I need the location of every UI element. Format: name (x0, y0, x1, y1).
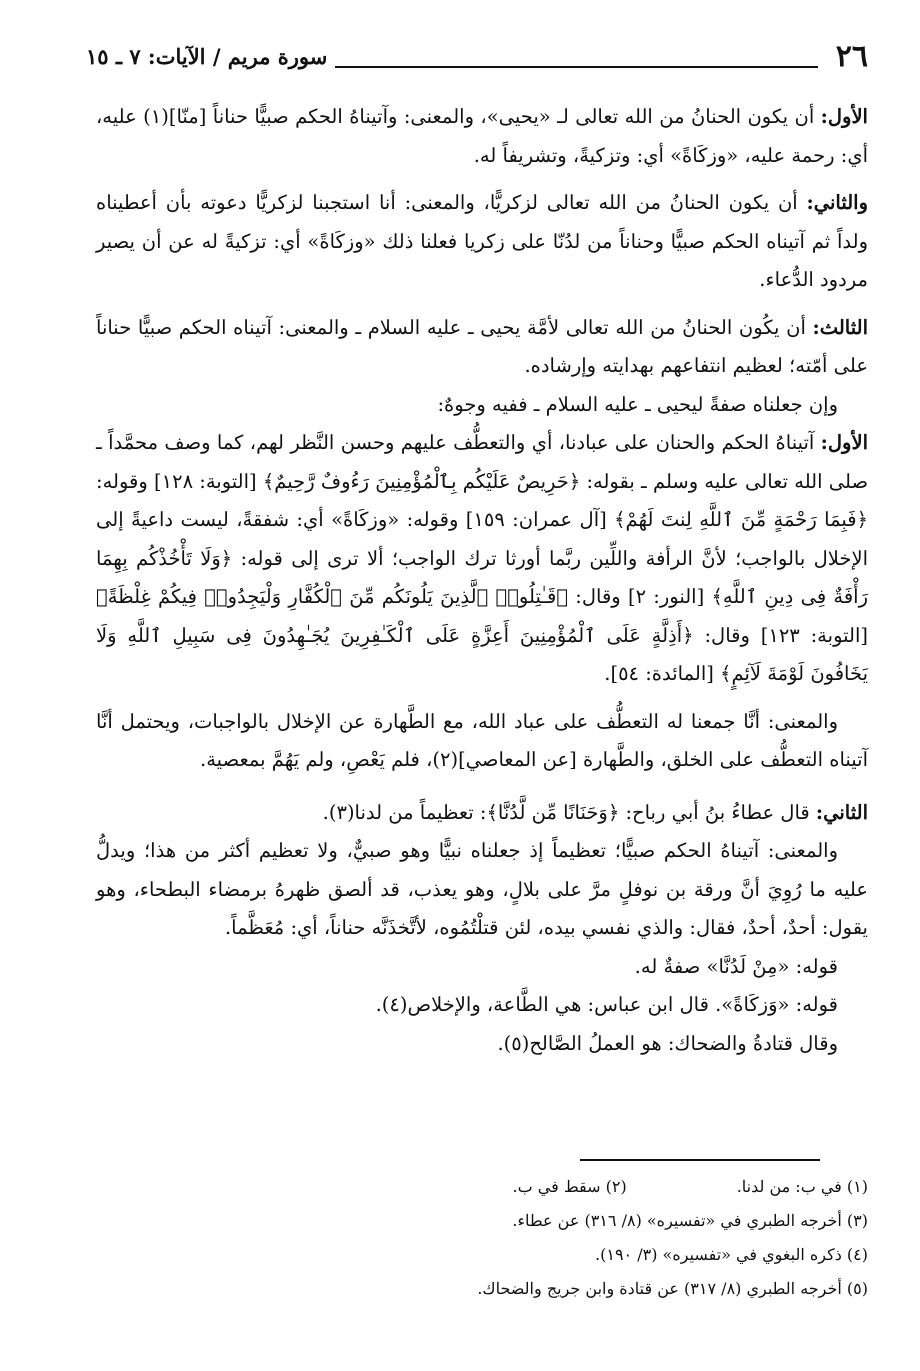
main-text (96, 98, 868, 1063)
paragraph (96, 424, 868, 694)
footnote: (١) في ب: من لدنا. (736, 1177, 868, 1196)
paragraph (96, 184, 868, 300)
paragraph (96, 309, 868, 386)
header-rule (335, 66, 817, 68)
paragraph-text: والمعنى: أنَّا جمعنا له التعطُّف على عباد الله، مع الطَّهارة عن الإخلال بالواجبات، ويحتمل أنَّا آتيناه التعطُّف على الخلق، والطَّهارة [عن المعاصي](٢)، فلم يَعْصِ، ولم يَهُمَّ بمعصية. (96, 709, 868, 771)
footnote-row (96, 1204, 868, 1238)
paragraph (96, 948, 868, 987)
page-header (86, 34, 868, 74)
paragraph-label: الثالث: (812, 315, 868, 339)
footnote: (٥) أخرجه الطبري (٨/ ٣١٧) عن قتادة وابن جريج والضحاك. (477, 1279, 868, 1298)
footnote: (٣) أخرجه الطبري في «تفسيره» (٨/ ٣١٦) عن عطاء. (512, 1211, 868, 1230)
paragraph-label: الأول: (820, 105, 868, 128)
paragraph (96, 832, 868, 948)
footnote-row (96, 1238, 868, 1272)
footnote-separator (580, 1159, 820, 1161)
paragraph-text: والمعنى: آتيناهُ الحكم صبيًّا؛ تعظيماً إذ جعلناه نبيًّا وهو صبيٌّ، ولا تعظيم أكثر من هذا؛ ويدلُّ عليه ما رُوِيَ أنَّ ورقة بن نوفلٍ مرَّ على بلالٍ، وهو يعذب، قد ألصق ظهرهُ برمضاء البطحاء، وهو يقول: أحدٌ، أحدٌ، فقال: والذي نفسي بيده، لئن قتلْتُمُوه، لأتَّخذَنَّه حناناً، أي: مُعَظَّماً. (96, 839, 868, 939)
paragraph-label: الأول: (820, 431, 868, 454)
paragraph (96, 986, 868, 1025)
running-title: سورة مريم / الآيات: ٧ ـ ١٥ (86, 44, 328, 69)
paragraph-text: وقال قتادةُ والضحاك: هو العملُ الصَّالح(٥). (497, 1031, 838, 1055)
footnotes (96, 1170, 868, 1306)
paragraph-text: آتيناهُ الحكم والحنان على عبادنا، أي والتعطُّف عليهم وحسن النَّظر لهم، كما وصف محمَّداً ـ صلى الله تعالى عليه وسلم ـ بقوله: ﴿حَرِيصٌ عَلَيْكُم بِٱلْمُؤْمِنِينَ رَءُوفٌ رَّحِيمٌ﴾ [التوبة: ١٢٨] وقوله: ﴿فَبِمَا رَحْمَةٍ مِّنَ ٱللَّهِ لِنتَ لَهُمْ﴾ [آل عمران: ١٥٩] وقوله: «وزكَاةً» أي: شفقةً، ليست داعيةً إلى الإخلال بالواجب؛ لأنَّ الرأفة واللِّين ربَّما أورثا ترك الواجب؛ ألا ترى إلى قوله: ﴿وَلَا تَأْخُذْكُم بِهِمَا رَأْفَةٌ فِى دِينِ ٱللَّهِ﴾ [النور: ٢] وقال: ﴿قَـٰتِلُوا۟ ٱلَّذِينَ يَلُونَكُم مِّنَ ٱلْكُفَّارِ وَلْيَجِدُوا۟ فِيكُمْ غِلْظَةً﴾ [التوبة: ١٢٣] وقال: ﴿أَذِلَّةٍ عَلَى ٱلْمُؤْمِنِينَ أَعِزَّةٍ عَلَى ٱلْكَـٰفِرِينَ يُجَـٰهِدُونَ فِى سَبِيلِ ٱللَّهِ وَلَا يَخَافُونَ لَوْمَةَ لَآئِمٍ﴾ [المائدة: ٥٤]. (96, 431, 869, 685)
paragraph-label: الثاني: (815, 800, 868, 824)
paragraph-text: أن يكُون الحنانُ من الله تعالى لأمَّة يحيى ـ عليه السلام ـ والمعنى: آتيناه الحكم صبيًّا حناناً على أمّته؛ لعظيم انتفاعهم بهدايته وإرشاده. (96, 315, 868, 377)
paragraph-text: أن يكون الحنانُ من الله تعالى لـ «يحيى»، والمعنى: وآتيناهُ الحكم صبيًّا حناناً [منّا](١) عليه، أي: رحمة عليه، «وزكَاةً» أي: وتزكيةً، وتشريفاً له. (96, 105, 868, 167)
footnote-row (96, 1272, 868, 1306)
paragraph-label: والثاني: (806, 191, 868, 214)
paragraph (96, 98, 868, 175)
page-number: ٢٦ (835, 39, 868, 74)
paragraph (96, 703, 868, 780)
footnote: (٢) سقط في ب. (512, 1177, 627, 1196)
paragraph (96, 794, 868, 833)
paragraph-text: قال عطاءُ بنُ أبي رباح: ﴿وَحَنَانًا مِّن لَّدُنَّا﴾: تعظيماً من لدنا(٣). (322, 800, 816, 824)
paragraph (96, 1025, 868, 1064)
paragraph-text: وإن جعلناه صفةً ليحيى ـ عليه السلام ـ ففيه وجوهٌ: (437, 392, 838, 416)
footnote: (٤) ذكره البغوي في «تفسيره» (٣/ ١٩٠). (595, 1245, 868, 1264)
paragraph-text: قوله: «وَزكَاةً». قال ابن عباس: هي الطَّاعة، والإخلاص(٤). (375, 993, 838, 1016)
footnote-row (96, 1170, 868, 1204)
paragraph-text: قوله: «مِنْ لَدُنَّا» صفةٌ له. (634, 954, 838, 978)
paragraph (96, 386, 868, 425)
paragraph-text: أن يكون الحنانُ من الله تعالى لزكريًّا، والمعنى: أنا استجبنا لزكريًّا دعوته بأن أعطيناه ولداً ثم آتيناه الحكم صبيًّا وحناناً من لدُنّا على زكريا فعلنا ذلك «وزكَاةً» أي: تزكيةً له عن أن يصير مردود الدُّعاء. (96, 191, 868, 291)
